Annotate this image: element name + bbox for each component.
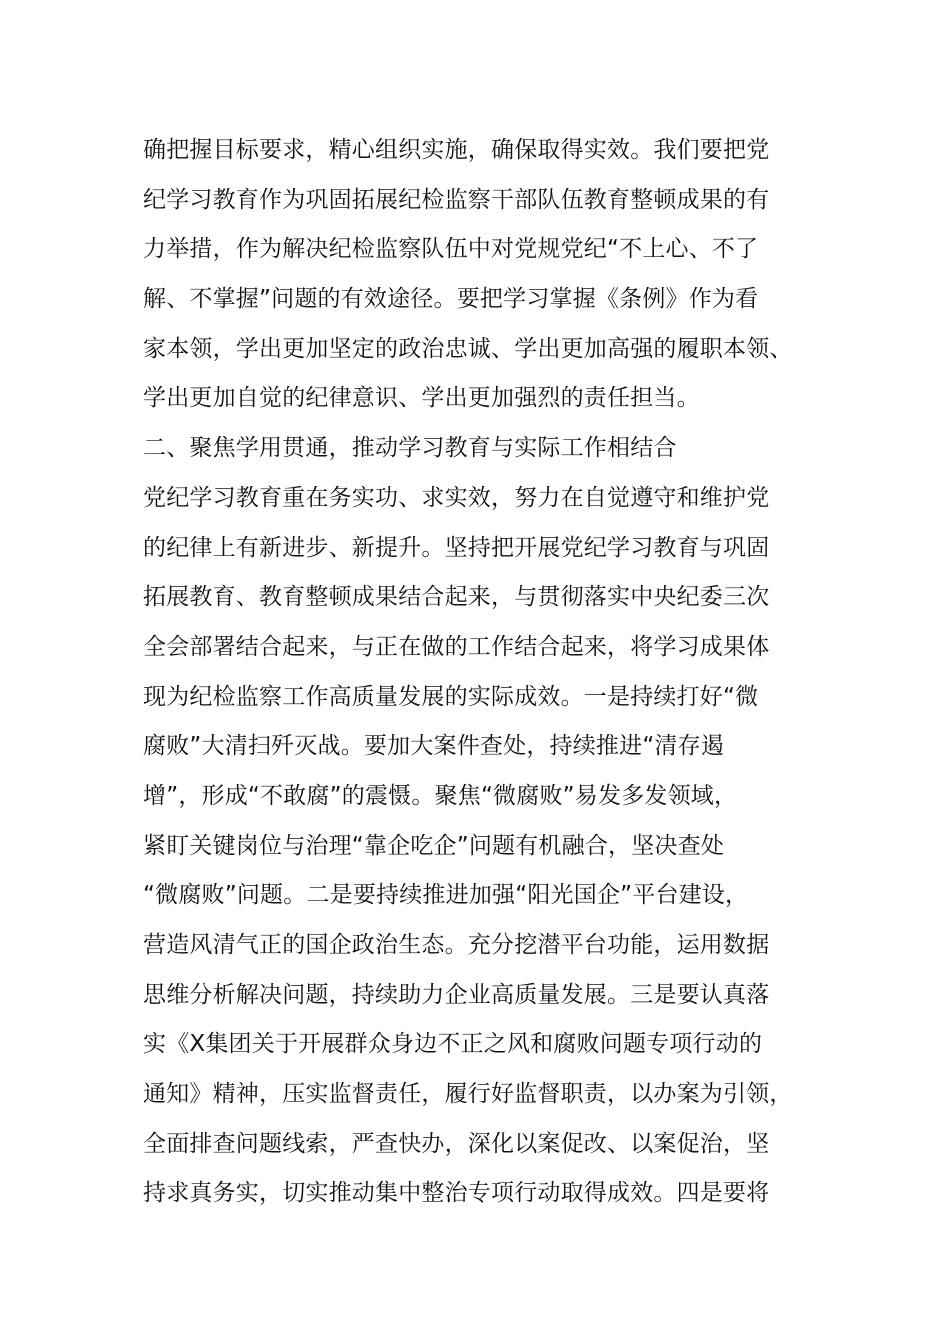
text-line-13: 腐败”大清扫歼灭战。要加大案件查处，持续推进“清存遏 [143,733,725,760]
text-line-4: 解、不掌握”问题的有效途径。要把学习掌握《条例》作为看 [143,286,759,313]
text-line-19: 实《X集团关于开展群众身边不正之风和腐败问题专项行动的 [143,1031,763,1058]
text-line-3: 力举措，作为解决纪检监察队伍中对党规党纪“不上心、不了 [143,236,759,263]
text-line-8: 党纪学习教育重在务实功、求实效，努力在自觉遵守和维护党 [143,484,770,511]
text-line-17: 营造风清气正的国企政治生态。充分挖潜平台功能，运用数据 [143,932,770,958]
text-line-14: 增”，形成“不敢腐”的震慑。聚焦“微腐败”易发多发领域， [143,782,738,809]
text-line-1: 确把握目标要求，精心组织实施，确保取得实效。我们要把党 [143,137,770,163]
section-heading: 二、聚焦学用贯通，推动学习教育与实际工作相结合 [143,435,677,462]
body-text [143,126,833,1219]
text-line-11: 全会部署结合起来，与正在做的工作结合起来，将学习成果体 [143,633,770,660]
text-line-10: 拓展教育、教育整顿成果结合起来，与贯彻落实中央纪委三次 [143,584,770,611]
text-line-20: 通知》精神，压实监督责任，履行好监督职责，以办案为引领， [143,1081,793,1108]
text-line-5: 家本领，学出更加坚定的政治忠诚、学出更加高强的履职本领、 [143,335,793,362]
text-line-12: 现为纪检监察工作高质量发展的实际成效。一是持续打好“微 [143,683,759,710]
text-line-2: 纪学习教育作为巩固拓展纪检监察干部队伍教育整顿成果的有 [143,186,770,213]
text-line-18: 思维分析解决问题，持续助力企业高质量发展。三是要认真落 [143,981,770,1008]
text-line-9: 的纪律上有新进步、新提升。坚持把开展党纪学习教育与巩固 [143,534,770,561]
text-line-16: “微腐败”问题。二是要持续推进加强“阳光国企”平台建设， [143,882,749,909]
text-line-6: 学出更加自觉的纪律意识、学出更加强烈的责任担当。 [143,385,700,412]
text-line-15: 紧盯关键岗位与治理“靠企吃企”问题有机融合，坚决查处 [143,832,725,859]
text-line-21: 全面排查问题线索，严查快办，深化以案促改、以案促治，坚 [143,1130,770,1157]
text-line-22: 持求真务实，切实推动集中整治专项行动取得成效。四是要将 [143,1180,770,1207]
